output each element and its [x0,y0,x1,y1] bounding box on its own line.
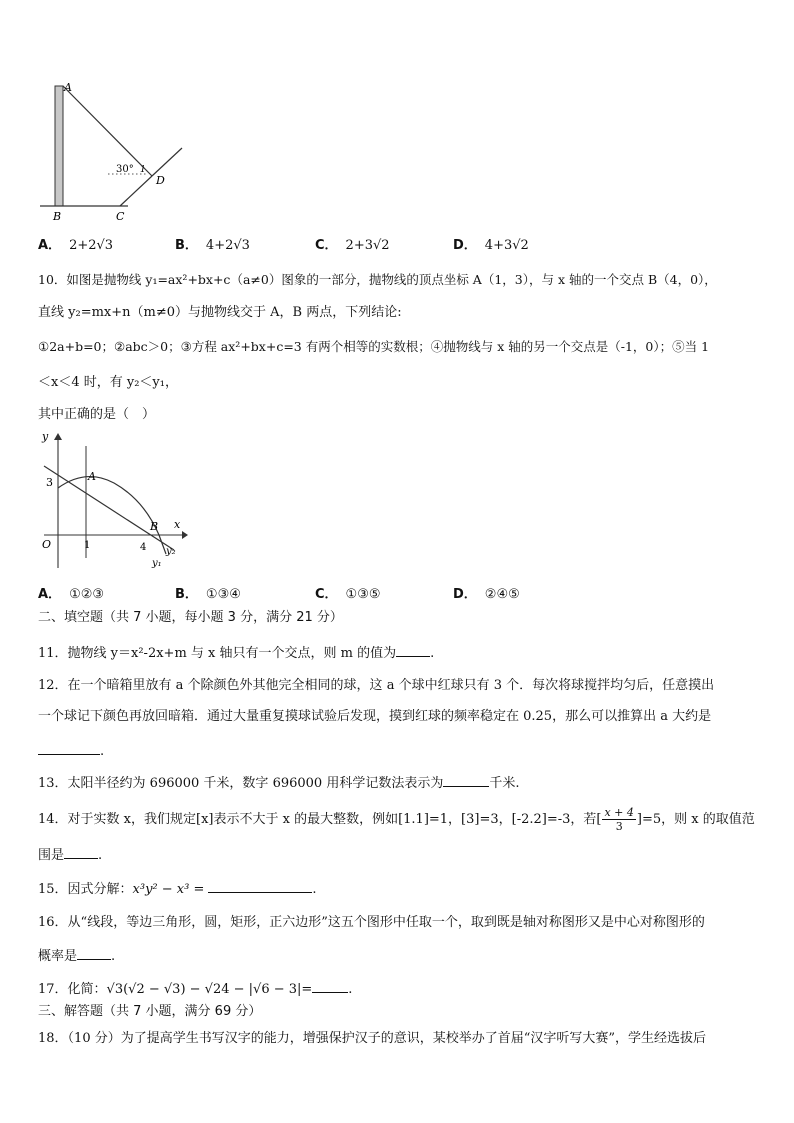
q9-option-b[interactable] [175,234,250,253]
point-A: A [88,470,96,483]
y-axis-arrow [54,433,62,440]
q9-option-c[interactable] [315,234,390,253]
x-axis-arrow [182,531,188,539]
q9-option-d[interactable] [453,234,529,253]
q10-line5: 其中正确的是（ ） [38,407,156,422]
q14-fraction-denominator: 3 [615,820,623,833]
q14-line2-text: 围是 [38,848,65,863]
tick-y-3: 3 [46,476,53,489]
section-heading-answer: 三、解答题（共 7 小题，满分 69 分） [38,1004,262,1019]
q14-answer-blank[interactable] [64,844,98,859]
pole-shape [55,86,63,206]
q14-fraction [602,806,635,833]
q12-line2: 一个球记下颜色再放回暗箱．通过大量重复摸球试验后发现，摸到红球的频率稳定在 0.25，那么可以推算出 a 大约是 [38,709,712,724]
option-text: 4+2√3 [205,238,250,253]
label-y-axis: y [42,430,49,443]
label-origin: O [42,538,52,551]
q10-line3: ①2a+b=0；②abc＞0；③方程 ax²+bx+c=3 有两个相等的实数根；④抛物线与 x 轴的另一个交点是（-1，0）；⑤当 1 [38,339,710,354]
q17-pre: 17．化简： [38,982,107,997]
option-text: 2+3√2 [345,238,390,253]
q11-answer-blank[interactable] [396,642,430,657]
q11-text: 11．抛物线 y＝x²-2x+m 与 x 轴只有一个交点，则 m 的值为 [38,646,397,661]
q12-answer-blank[interactable] [38,740,100,755]
option-text: ①③④ [205,587,241,602]
q16-end: . [111,949,116,964]
q16-answer-blank[interactable] [77,945,111,960]
option-letter: D． [453,238,477,253]
option-letter: D． [453,587,477,602]
label-x-axis: x [174,518,181,531]
figure-q10 [34,428,194,570]
option-letter: B． [175,238,198,253]
q10-line4: ＜x＜4 时，有 y₂＜y₁， [38,375,178,390]
q10-option-d[interactable] [453,583,520,602]
angle-marker: 1 [140,165,146,175]
q14-line2 [38,844,102,865]
angle-label: 30° [116,164,134,175]
label-D: D [156,174,165,187]
option-text: ②④⑤ [484,587,520,602]
q14-end: . [98,848,103,863]
curve-y2-label: y₂ [166,546,176,557]
q13 [38,772,519,793]
label-B: B [53,210,62,222]
q10-line2: 直线 y₂=mx+n（m≠0）与抛物线交于 A，B 两点，下列结论: [38,305,402,320]
q18-line1: 18．（10 分）为了提高学生书写汉字的能力，增强保护汉子的意识，某校举办了首届“汉字听写大赛”，学生经选拔后 [38,1031,707,1046]
q10-option-c[interactable] [315,583,381,602]
q15 [38,878,317,899]
option-text: 4+3√2 [484,238,529,253]
q15-end: . [312,882,317,897]
tick-x-4: 4 [140,542,147,553]
q15-pre: 15．因式分解： [38,882,133,897]
q9-option-a[interactable] [38,234,113,253]
line-D-ext [152,148,182,176]
option-text: 2+2√3 [69,238,114,253]
q17 [38,978,352,999]
point-B: B [150,520,159,533]
q16-line2 [38,945,115,966]
q14-post: ]=5，则 x 的取值范 [636,812,755,827]
q11 [38,642,434,663]
q11-end: . [430,646,435,661]
q12-line3 [38,740,104,761]
q13-text: 13．太阳半径约为 696000 千米，数字 696000 用科学记数法表示为 [38,776,444,791]
line-y2 [44,466,174,550]
option-text: ①③⑤ [345,587,381,602]
option-letter: B． [175,587,198,602]
tick-x-1: 1 [84,540,91,551]
q10-line1: 10．如图是抛物线 y₁=ax²+bx+c（a≠0）图象的一部分，抛物线的顶点坐标 A（1，3），与 x 轴的一个交点 B（4，0）， [38,272,717,287]
option-letter: A． [38,238,62,253]
label-A: A [64,81,72,94]
q16-line2-text: 概率是 [38,949,78,964]
q17-expression: √3(√2 − √3) − √24 − |√6 − 3|= [106,982,313,997]
line-CD [120,176,152,206]
q13-end: 千米. [489,776,520,791]
q12-line1: 12．在一个暗箱里放有 a 个除颜色外其他完全相同的球，这 a 个球中红球只有 3 个．每次将球搅拌均匀后，任意摸出 [38,678,715,693]
section-heading-fill-blank: 二、填空题（共 7 小题，每小题 3 分，满分 21 分） [38,610,343,625]
q14-fraction-numerator: x + 4 [604,806,634,819]
q14-pre: 14．对于实数 x，我们规定[x]表示不大于 x 的最大整数，例如[1.1]=1，[3]=3，[-2.2]=-3，若[ [38,812,602,827]
q16-line1: 16．从“线段，等边三角形，圆，矩形，正六边形”这五个图形中任取一个，取到既是轴对称图形又是中心对称图形的 [38,915,705,930]
q17-end: . [348,982,353,997]
q10-option-b[interactable] [175,583,241,602]
line-AD [63,86,152,176]
option-letter: C． [315,238,338,253]
q10-option-a[interactable] [38,583,104,602]
q15-answer-blank[interactable] [208,878,312,893]
figure-q9 [30,80,200,222]
option-letter: A． [38,587,62,602]
label-C: C [116,210,125,222]
q15-expression: x³y² − x³ = [132,882,205,897]
q13-answer-blank[interactable] [443,772,489,787]
curve-y1-label: y₁ [152,558,162,569]
q14-line1 [38,806,755,833]
option-letter: C． [315,587,338,602]
parabola-y1 [58,477,166,554]
q12-end: . [100,744,105,759]
option-text: ①②③ [69,587,105,602]
q17-answer-blank[interactable] [312,978,348,993]
